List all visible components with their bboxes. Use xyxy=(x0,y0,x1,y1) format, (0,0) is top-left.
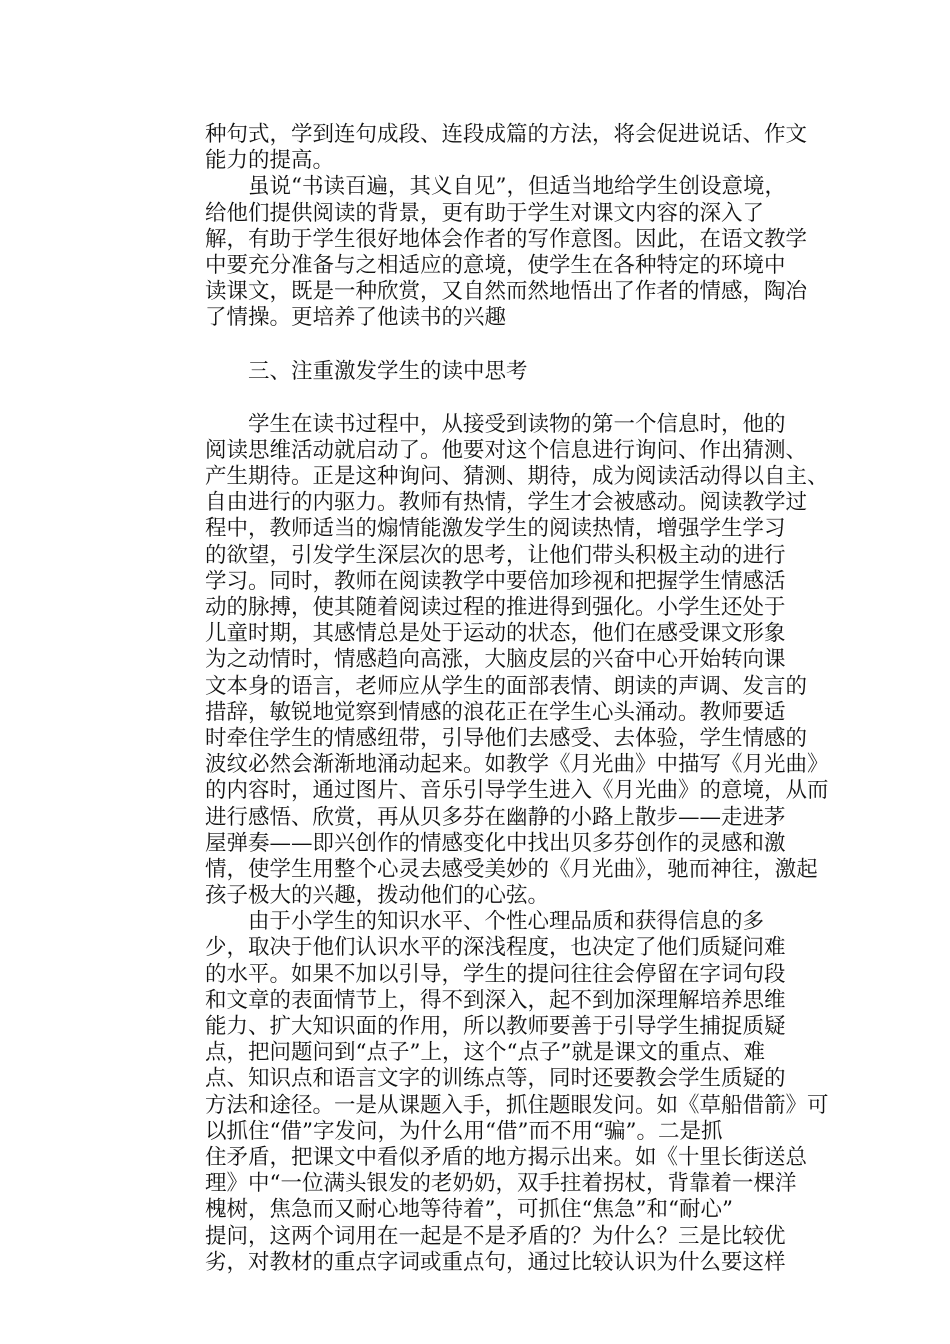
text-line: 屋弹奏——即兴创作的情感变化中找出贝多芬创作的灵感和激 xyxy=(205,830,786,856)
text-line: 点、知识点和语言文字的训练点等，同时还要教会学生质疑的 xyxy=(205,1066,786,1092)
text-line: 方法和途径。一是从课题入手，抓住题眼发问。如《草船借箭》可 xyxy=(205,1092,829,1118)
text-line: 能力的提高。 xyxy=(205,148,335,174)
text-line: 劣，对教材的重点字词或重点句，通过比较认识为什么要这样 xyxy=(205,1249,786,1275)
text-line: 种句式，学到连句成段、连段成篇的方法，将会促进说话、作文 xyxy=(205,122,808,147)
text-line: 时牵住学生的情感纽带，引导他们去感受、去体验，学生情感的 xyxy=(205,725,808,751)
text-line: 波纹必然会渐渐地涌动起来。如教学《月光曲》中描写《月光曲》 xyxy=(205,752,829,778)
spacer xyxy=(205,385,811,412)
body-text xyxy=(205,122,829,1276)
section-heading: 三、注重激发学生的读中思考 xyxy=(248,358,528,384)
text-line: 自由进行的内驱力。教师有热情，学生才会被感动。阅读教学过 xyxy=(205,490,808,516)
paragraph xyxy=(205,909,829,1276)
text-line: 槐树，焦急而又耐心地等待着”，可抓住“焦急”和“耐心” xyxy=(205,1197,733,1223)
text-line: 以抓住“借”字发问，为什么用“借”而不用“骗”。二是抓 xyxy=(205,1118,723,1144)
text-line: 进行感悟、欣赏，再从贝多芬在幽静的小路上散步——走进茅 xyxy=(205,804,786,830)
text-line: 点，把问题问到“点子”上，这个“点子”就是课文的重点、难 xyxy=(205,1040,765,1066)
text-line: 住矛盾，把课文中看似矛盾的地方揭示出来。如《十里长街送总 xyxy=(205,1144,808,1170)
text-line: 动的脉搏，使其随着阅读过程的推进得到强化。小学生还处于 xyxy=(205,595,786,620)
text-line: 产生期待。正是这种询问、猜测、期待，成为阅读活动得以自主、 xyxy=(205,464,829,490)
text-line: 的水平。如果不加以引导，学生的提问往往会停留在字词句段 xyxy=(205,961,786,987)
text-line: 为之动情时，情感趋向高涨，大脑皮层的兴奋中心开始转向课 xyxy=(205,647,786,673)
text-line: 情，使学生用整个心灵去感受美妙的《月光曲》，驰而神往，激起 xyxy=(205,856,818,882)
text-line: 和文章的表面情节上，得不到深入，起不到加深理解培养思维 xyxy=(205,987,786,1013)
text-line: 的内容时，通过图片、音乐引导学生进入《月光曲》的意境，从而 xyxy=(205,778,829,804)
text-line: 少，取决于他们认识水平的深浅程度，也决定了他们质疑问难 xyxy=(205,935,786,961)
text-line: 提问，这两个词用在一起是不是矛盾的？为什么？三是比较优 xyxy=(205,1223,786,1249)
text-line: 能力、扩大知识面的作用，所以教师要善于引导学生捕捉质疑 xyxy=(205,1014,786,1039)
text-line: 读课文，既是一种欣赏，又自然而然地悟出了作者的情感，陶冶 xyxy=(205,279,808,305)
text-line: 文本身的语言，老师应从学生的面部表情、朗读的声调、发言的 xyxy=(205,673,808,699)
text-line: 给他们提供阅读的背景，更有助于学生对课文内容的深入了 xyxy=(205,200,765,226)
text-line: 学生在读书过程中，从接受到读物的第一个信息时，他的 xyxy=(248,411,786,437)
paragraph xyxy=(205,411,829,910)
text-line: 理》中“一位满头银发的老奶奶，双手拄着拐杖，背靠着一棵洋 xyxy=(205,1171,797,1197)
text-line: 解，有助于学生很好地体会作者的写作意图。因此，在语文教学 xyxy=(205,226,808,252)
paragraph-continuation xyxy=(205,122,811,174)
text-line: 措辞，敏锐地觉察到情感的浪花正在学生心头涌动。教师要适 xyxy=(205,699,786,725)
text-line: 儿童时期，其感情总是处于运动的状态，他们在感受课文形象 xyxy=(205,621,786,647)
spacer xyxy=(205,332,811,359)
text-line: 的欲望，引发学生深层次的思考，让他们带头积极主动的进行 xyxy=(205,542,786,568)
text-line: 了情操。更培养了他读书的兴趣 xyxy=(205,305,507,331)
text-line: 学习。同时，教师在阅读教学中要倍加珍视和把握学生情感活 xyxy=(205,568,786,594)
text-line: 阅读思维活动就启动了。他要对这个信息进行询问、作出猜测、 xyxy=(205,437,808,463)
text-line: 由于小学生的知识水平、个性心理品质和获得信息的多 xyxy=(248,909,765,935)
text-line: 中要充分准备与之相适应的意境，使学生在各种特定的环境中 xyxy=(205,252,786,278)
paragraph xyxy=(205,174,811,331)
text-line: 孩子极大的兴趣，拨动他们的心弦。 xyxy=(205,883,550,909)
text-line: 程中，教师适当的煽情能激发学生的阅读热情，增强学生学习 xyxy=(205,516,786,542)
text-line: 虽说“书读百遍，其义自见”，但适当地给学生创设意境， xyxy=(248,174,786,200)
